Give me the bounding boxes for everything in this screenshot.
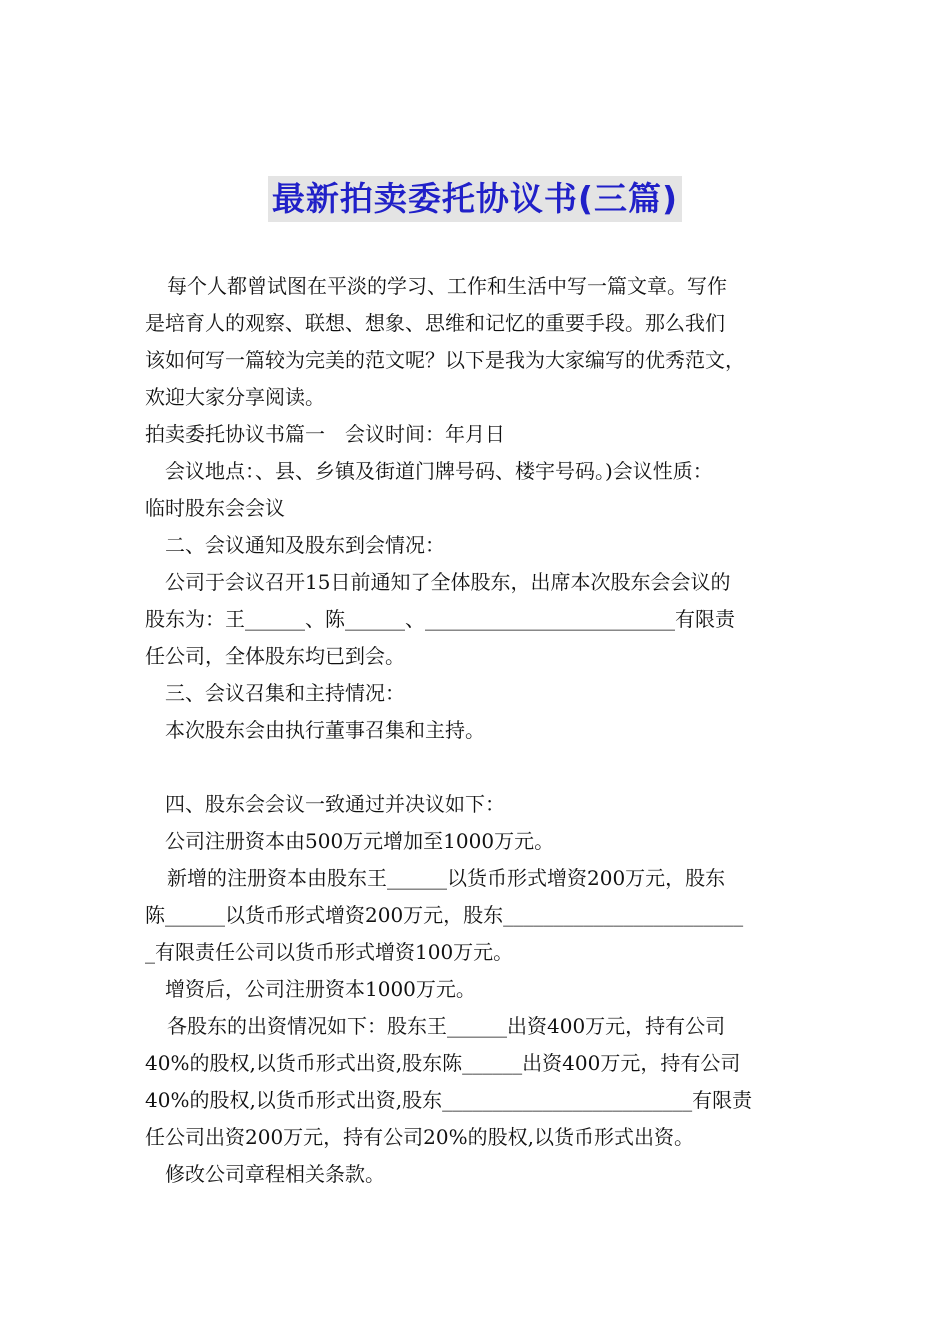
document-title: 最新拍卖委托协议书(三篇) — [268, 176, 682, 222]
paragraph-line: 任公司，全体股东均已到会。 — [145, 644, 405, 668]
paragraph-line: 公司注册资本由500万元增加至1000万元。 — [165, 829, 555, 853]
title-area — [0, 176, 950, 222]
paragraph-line: 40%的股权,以货币形式出资,股东陈______出资400万元，持有公司 — [145, 1051, 741, 1075]
paragraph-line: 临时股东会会议 — [145, 496, 285, 520]
paragraph-line: 欢迎大家分享阅读。 — [145, 385, 325, 409]
paragraph-line: 每个人都曾试图在平淡的学习、工作和生活中写一篇文章。写作 — [167, 274, 727, 298]
paragraph-line: 公司于会议召开15日前通知了全体股东，出席本次股东会会议的 — [165, 570, 731, 594]
paragraph-line: 各股东的出资情况如下：股东王______出资400万元，持有公司 — [167, 1014, 726, 1038]
section-heading-line: 三、会议召集和主持情况： — [165, 681, 405, 705]
paragraph-line: 会议地点：、县、乡镇及街道门牌号码、楼宇号码。)会议性质： — [165, 459, 713, 483]
document-body — [145, 268, 825, 1193]
paragraph-line: 是培育人的观察、联想、想象、思维和记忆的重要手段。那么我们 — [145, 311, 725, 335]
section-heading-line: 拍卖委托协议书篇一 会议时间：年月日 — [145, 422, 505, 446]
paragraph-line: 陈______以货币形式增资200万元，股东________________________ — [145, 903, 744, 927]
paragraph-line: 40%的股权,以货币形式出资,股东_________________________有限责 — [145, 1088, 753, 1112]
paragraph-line: 任公司出资200万元，持有公司20%的股权,以货币形式出资。 — [145, 1125, 694, 1149]
paragraph-line: _有限责任公司以货币形式增资100万元。 — [145, 940, 514, 964]
paragraph-line: 该如何写一篇较为完美的范文呢？以下是我为大家编写的优秀范文， — [145, 348, 745, 372]
section-heading-line: 二、会议通知及股东到会情况： — [165, 533, 445, 557]
paragraph-line: 本次股东会由执行董事召集和主持。 — [165, 718, 485, 742]
blank-line — [145, 749, 825, 786]
paragraph-line: 新增的注册资本由股东王______以货币形式增资200万元，股东 — [167, 866, 726, 890]
paragraph-line: 修改公司章程相关条款。 — [165, 1162, 385, 1186]
paragraph-line: 增资后，公司注册资本1000万元。 — [165, 977, 476, 1001]
section-heading-line: 四、股东会会议一致通过并决议如下： — [165, 792, 505, 816]
paragraph-line: 股东为：王______、陈______、_________________________有限责 — [145, 607, 735, 631]
